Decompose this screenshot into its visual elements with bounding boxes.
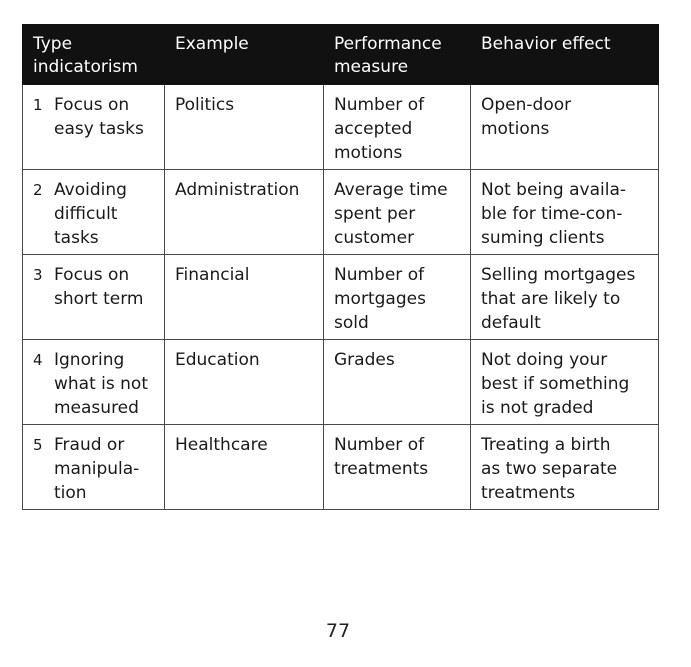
indicatorism-table-container	[22, 24, 658, 510]
cell-line: ble for time-con-	[481, 204, 623, 224]
cell-line: that are likely to	[481, 289, 621, 309]
cell-line: Focus on	[54, 95, 130, 115]
cell-line: tion	[54, 483, 87, 503]
cell-example	[165, 340, 324, 425]
cell-type	[23, 425, 165, 510]
cell-line: treatments	[334, 459, 429, 479]
cell-line: Focus on	[54, 265, 130, 285]
cell-line: Treating a birth	[481, 435, 611, 455]
row-number: 2	[33, 181, 43, 199]
header-example	[165, 25, 324, 85]
cell-line: short term	[54, 289, 144, 309]
cell-line: treatments	[481, 483, 576, 503]
cell-line: mortgages	[334, 289, 426, 309]
header-line: Type	[33, 34, 73, 54]
header-row	[23, 25, 659, 85]
cell-line: tasks	[54, 228, 99, 248]
cell-line: customer	[334, 228, 415, 248]
cell-example	[165, 85, 324, 170]
header-behavior-effect	[471, 25, 659, 85]
cell-line: is not graded	[481, 398, 594, 418]
page-number: 77	[325, 620, 351, 642]
cell-line: manipula-	[54, 459, 140, 479]
table-row	[23, 85, 659, 170]
table-header	[23, 25, 659, 85]
cell-line: suming clients	[481, 228, 605, 248]
cell-example	[165, 170, 324, 255]
cell-line: Healthcare	[175, 435, 268, 455]
cell-line: Grades	[334, 350, 395, 370]
row-number: 3	[33, 266, 43, 284]
header-line: Behavior effect	[481, 34, 611, 54]
cell-line: default	[481, 313, 541, 333]
cell-type	[23, 170, 165, 255]
cell-line: sold	[334, 313, 369, 333]
cell-line: accepted	[334, 119, 413, 139]
cell-line: motions	[481, 119, 550, 139]
cell-line: Administration	[175, 180, 300, 200]
row-number: 5	[33, 436, 43, 454]
cell-effect	[471, 170, 659, 255]
table-row	[23, 170, 659, 255]
cell-effect	[471, 85, 659, 170]
table-row	[23, 425, 659, 510]
header-type	[23, 25, 165, 85]
header-line: measure	[334, 57, 409, 77]
cell-line: spent per	[334, 204, 416, 224]
cell-example	[165, 425, 324, 510]
table-body	[23, 85, 659, 510]
cell-line: Number of	[334, 265, 425, 285]
table-row	[23, 255, 659, 340]
cell-type	[23, 85, 165, 170]
cell-line: Number of	[334, 95, 425, 115]
cell-line: measured	[54, 398, 139, 418]
cell-line: Open-door	[481, 95, 572, 115]
cell-measure	[324, 170, 471, 255]
row-number: 1	[33, 96, 43, 114]
cell-measure	[324, 340, 471, 425]
indicatorism-table	[22, 24, 659, 510]
cell-line: Politics	[175, 95, 235, 115]
table-row	[23, 340, 659, 425]
cell-line: as two separate	[481, 459, 618, 479]
header-line: Example	[175, 34, 249, 54]
cell-line: Not being availa-	[481, 180, 627, 200]
header-line: Performance	[334, 34, 442, 54]
cell-line: Financial	[175, 265, 250, 285]
cell-line: Number of	[334, 435, 425, 455]
cell-effect	[471, 340, 659, 425]
cell-line: what is not	[54, 374, 148, 394]
cell-line: Average time	[334, 180, 448, 200]
cell-type	[23, 255, 165, 340]
cell-line: Not doing your	[481, 350, 608, 370]
cell-effect	[471, 255, 659, 340]
cell-line: Avoiding	[54, 180, 127, 200]
row-number: 4	[33, 351, 43, 369]
cell-line: motions	[334, 143, 403, 163]
cell-line: easy tasks	[54, 119, 144, 139]
cell-line: Education	[175, 350, 260, 370]
cell-line: Ignoring	[54, 350, 125, 370]
cell-measure	[324, 425, 471, 510]
cell-measure	[324, 255, 471, 340]
cell-line: best if something	[481, 374, 630, 394]
header-line: indicatorism	[33, 57, 138, 77]
cell-line: Fraud or	[54, 435, 125, 455]
cell-effect	[471, 425, 659, 510]
cell-line: difficult	[54, 204, 118, 224]
cell-measure	[324, 85, 471, 170]
cell-line: Selling mortgages	[481, 265, 636, 285]
cell-type	[23, 340, 165, 425]
header-performance-measure	[324, 25, 471, 85]
cell-example	[165, 255, 324, 340]
